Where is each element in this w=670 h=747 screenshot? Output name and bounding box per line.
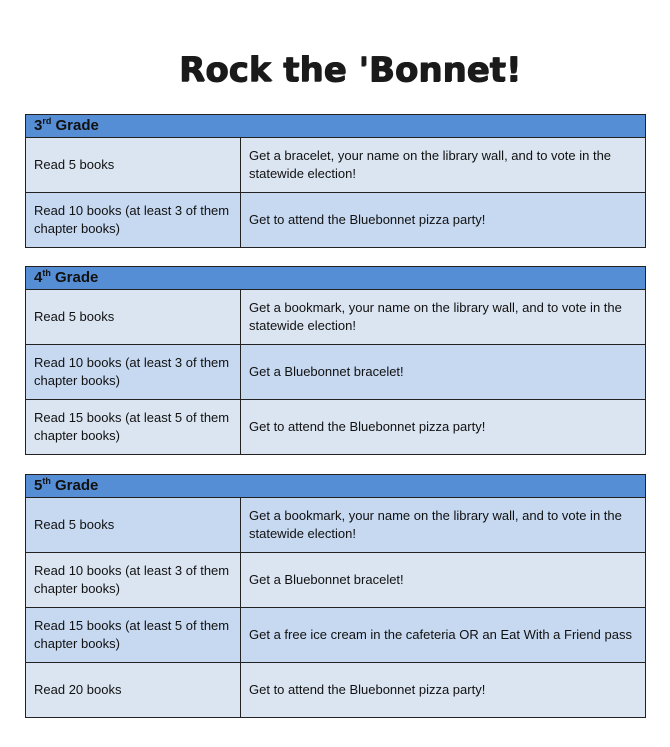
grade-header (26, 267, 646, 290)
grade-number: 5 (34, 477, 43, 494)
requirement-cell: Read 5 books (26, 498, 241, 553)
grade-number: 4 (34, 269, 43, 286)
grade-suffix: th (42, 476, 51, 486)
requirement-cell: Read 10 books (at least 3 of them chapter books) (26, 553, 241, 608)
reward-cell: Get a free ice cream in the cafeteria OR an Eat With a Friend pass (241, 608, 646, 663)
table-row (26, 663, 646, 718)
grade-label: Grade (55, 269, 99, 286)
grade-number: 3 (34, 117, 43, 134)
table-row (26, 553, 646, 608)
grade-header (26, 115, 646, 138)
grade-label: Grade (55, 477, 99, 494)
table-row (26, 608, 646, 663)
reward-cell: Get a Bluebonnet bracelet! (241, 345, 646, 400)
requirement-cell: Read 10 books (at least 3 of them chapter books) (26, 345, 241, 400)
reward-cell: Get a bookmark, your name on the library wall, and to vote in the statewide election! (241, 498, 646, 553)
page-title: Rock the 'Bonnet! (178, 50, 522, 90)
table-row (26, 290, 646, 345)
reward-cell: Get to attend the Bluebonnet pizza party! (241, 663, 646, 718)
grade-suffix: rd (42, 116, 52, 126)
table-row (26, 498, 646, 553)
reward-cell: Get a Bluebonnet bracelet! (241, 553, 646, 608)
table-row (26, 138, 646, 193)
reward-cell: Get a bracelet, your name on the library wall, and to vote in the statewide election! (241, 138, 646, 193)
grade-header (26, 475, 646, 498)
reward-cell: Get to attend the Bluebonnet pizza party! (241, 193, 646, 248)
table-row (26, 400, 646, 455)
grade-5-table (25, 474, 646, 718)
grade-label: Grade (55, 117, 99, 134)
grade-suffix: th (42, 268, 51, 278)
grade-4-table (25, 266, 646, 455)
grade-3-table (25, 114, 646, 248)
requirement-cell: Read 5 books (26, 138, 241, 193)
requirement-cell: Read 10 books (at least 3 of them chapter books) (26, 193, 241, 248)
reward-cell: Get to attend the Bluebonnet pizza party! (241, 400, 646, 455)
table-row (26, 193, 646, 248)
requirement-cell: Read 15 books (at least 5 of them chapter books) (26, 608, 241, 663)
requirement-cell: Read 5 books (26, 290, 241, 345)
reward-cell: Get a bookmark, your name on the library wall, and to vote in the statewide election! (241, 290, 646, 345)
table-row (26, 345, 646, 400)
requirement-cell: Read 15 books (at least 5 of them chapter books) (26, 400, 241, 455)
requirement-cell: Read 20 books (26, 663, 241, 718)
